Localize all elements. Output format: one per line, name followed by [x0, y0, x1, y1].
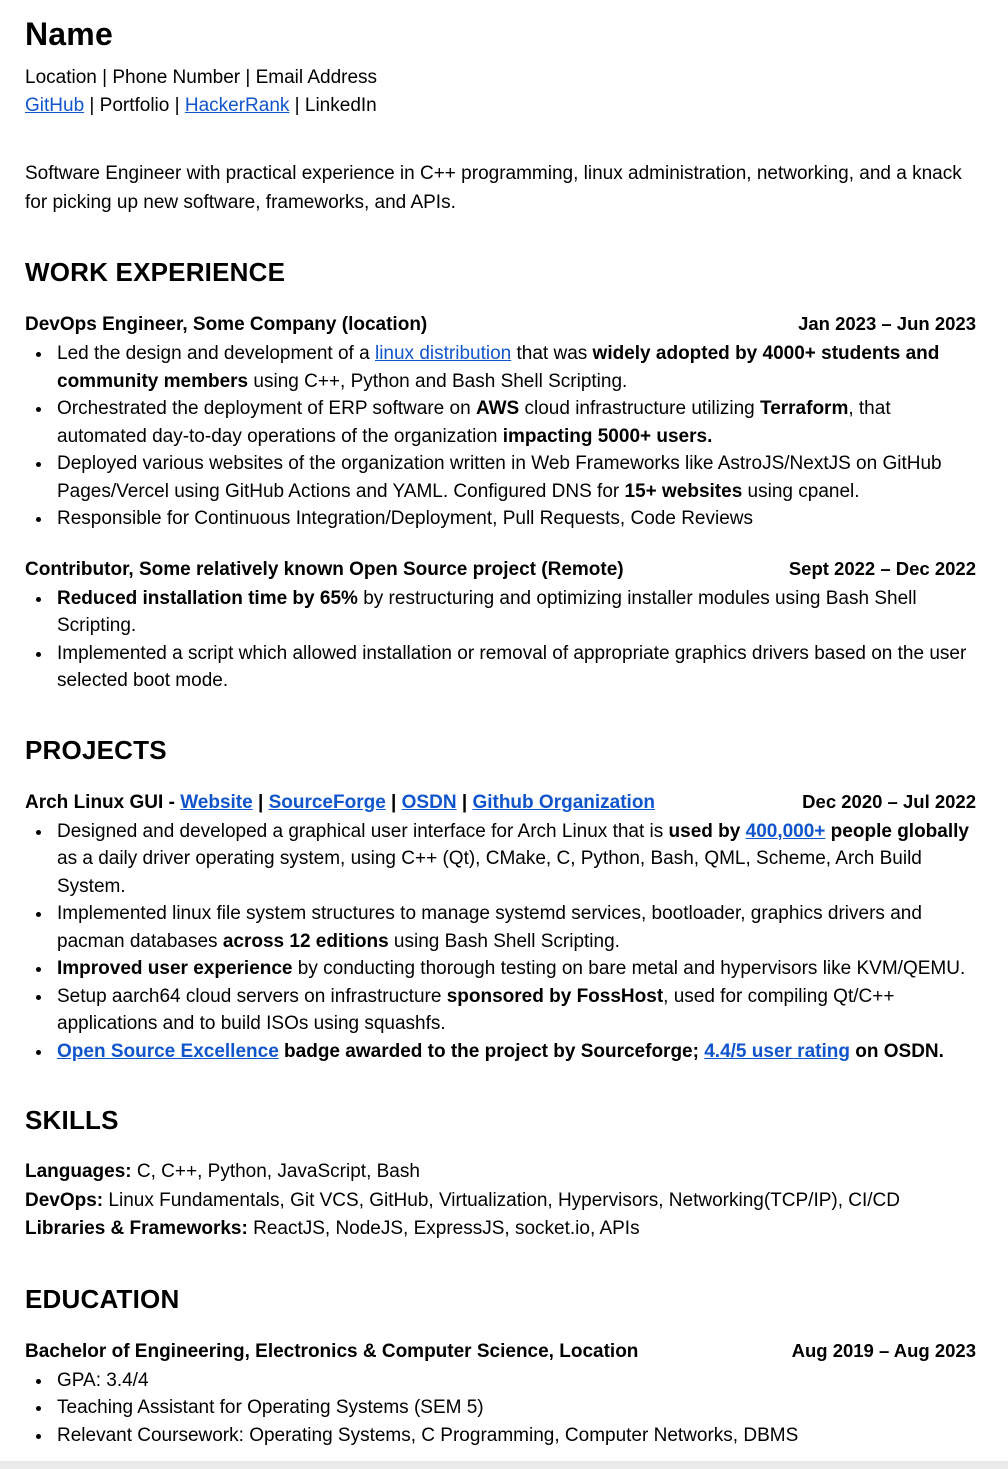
- text-run: Location | Phone Number | Email Address: [25, 67, 378, 88]
- text-run: Deployed various websites of the organization written in Web Frameworks like AstroJS/NextJS on GitHub Pages/Vercel using GitHub Actions and YAML. Configured DNS for: [57, 453, 942, 502]
- entry-title: [25, 314, 782, 336]
- text-run: C, C++, Python, JavaScript, Bash: [131, 1161, 420, 1182]
- text-run: Designed and developed a graphical user interface for Arch Linux that is: [57, 820, 669, 842]
- bullet-item: [53, 640, 976, 695]
- text-run: |: [84, 95, 100, 116]
- profile-links-line: [25, 92, 976, 120]
- page-edge: [0, 1461, 1008, 1469]
- text-run: cloud infrastructure utilizing: [519, 398, 760, 419]
- text-run: across 12 editions: [222, 930, 389, 952]
- entry-header: [25, 313, 976, 336]
- bullet-item: [53, 450, 976, 505]
- text-run: ReactJS, NodeJS, ExpressJS, socket.io, APIs: [247, 1218, 640, 1239]
- text-run: Reduced installation time by 65%: [57, 587, 358, 609]
- resume-sections: [25, 257, 976, 1449]
- bullet-item: [53, 395, 976, 450]
- entry-date-range: Jan 2023 – Jun 2023: [798, 313, 976, 334]
- text-run: |: [252, 791, 269, 813]
- text-run: people globally: [825, 820, 969, 842]
- text-link[interactable]: 4.4/5 user rating: [704, 1040, 850, 1062]
- bullet-item: [53, 1038, 976, 1066]
- text-run: Teaching Assistant for Operating Systems (SEM 5): [57, 1397, 484, 1418]
- text-run: widely adopted by 4000+ students and community members: [57, 343, 940, 392]
- entry-header: [25, 791, 976, 814]
- text-run: badge awarded to the project by Sourceforge;: [278, 1040, 705, 1062]
- text-run: Responsible for Continuous Integration/Deployment, Pull Requests, Code Reviews: [57, 508, 753, 529]
- text-run: using C++, Python and Bash Shell Scripting.: [248, 370, 628, 392]
- text-run: |: [385, 791, 402, 813]
- text-run: , used for compiling Qt/C++ applications and to build ISOs using squashfs.: [57, 985, 895, 1034]
- text-run: by conducting thorough testing on bare metal and hypervisors like KVM/QEMU.: [292, 958, 966, 979]
- bullet-item: [53, 1394, 976, 1422]
- bullet-item: [53, 505, 976, 533]
- text-run: by restructuring and optimizing installer modules using Bash Shell Scripting.: [57, 587, 917, 636]
- skill-line: [25, 1187, 976, 1216]
- text-run: sponsored by FossHost: [446, 985, 664, 1007]
- entry-date-range: Sept 2022 – Dec 2022: [788, 557, 976, 579]
- skill-line: [25, 1215, 976, 1244]
- skill-lines: [25, 1158, 976, 1244]
- text-run: using Bash Shell Scripting.: [388, 930, 620, 952]
- text-run: 15+ websites: [624, 480, 743, 502]
- text-run: Improved user experience: [57, 958, 293, 979]
- text-run: AWS: [475, 398, 520, 419]
- entry-title: [25, 1341, 776, 1363]
- text-link[interactable]: Website: [180, 791, 253, 813]
- text-run: Arch Linux GUI -: [25, 791, 181, 813]
- text-run: Libraries & Frameworks:: [25, 1218, 248, 1239]
- bullet-item: [53, 1367, 976, 1395]
- text-run: |: [169, 95, 185, 116]
- text-run: GPA: 3.4/4: [57, 1369, 149, 1391]
- bullet-item: [53, 585, 976, 640]
- bullet-list: [25, 1367, 976, 1450]
- text-run: on OSDN.: [849, 1040, 944, 1062]
- text-run: Contributor, Some relatively known Open Source project (Remote): [25, 558, 624, 580]
- text-run: |: [456, 791, 473, 813]
- section-heading-projects: PROJECTS: [25, 734, 167, 765]
- text-run: Implemented a script which allowed installation or removal of appropriate graphics drivers based on the user selected boot mode.: [57, 642, 967, 691]
- section-heading-work-experience: WORK EXPERIENCE: [25, 257, 286, 287]
- entry-title: [25, 792, 786, 814]
- text-run: DevOps:: [25, 1189, 104, 1211]
- resume-name: Name: [25, 16, 113, 52]
- text-run: Setup aarch64 cloud servers on infrastructure: [57, 985, 447, 1007]
- text-link[interactable]: OSDN: [401, 791, 457, 813]
- text-run: Linux Fundamentals, Git VCS, GitHub, Virtualization, Hypervisors, Networking(TCP/IP), CI/CD: [103, 1189, 900, 1211]
- text-run: Bachelor of Engineering, Electronics & Computer Science, Location: [25, 1340, 639, 1362]
- bullet-item: [53, 1422, 976, 1450]
- bullet-list: [25, 340, 976, 533]
- text-run: as a daily driver operating system, using C++ (Qt), CMake, C, Python, Bash, QML, Scheme, Arch Build System.: [57, 848, 922, 897]
- text-run: Implemented linux file system structures to manage systemd services, bootloader, graphics drivers and pacman databases: [57, 903, 922, 952]
- entry-date-range: Aug 2019 – Aug 2023: [791, 1339, 976, 1361]
- section-work-experience: [25, 257, 976, 695]
- bullet-list: [25, 818, 976, 1066]
- entry-header: [25, 558, 976, 581]
- bullet-item: [53, 955, 976, 983]
- text-link[interactable]: HackerRank: [184, 95, 290, 116]
- bullet-item: [53, 900, 976, 955]
- text-run: used by: [668, 820, 746, 842]
- text-link[interactable]: Open Source Excellence: [57, 1040, 279, 1062]
- text-link[interactable]: 400,000+: [745, 820, 826, 842]
- text-run: Relevant Coursework: Operating Systems, C Programming, Computer Networks, DBMS: [57, 1424, 799, 1446]
- section-heading-education: EDUCATION: [25, 1283, 180, 1314]
- section-education: [25, 1284, 976, 1450]
- text-run: Orchestrated the deployment of ERP software on: [57, 398, 476, 419]
- entry-date-range: Dec 2020 – Jul 2022: [802, 790, 976, 812]
- text-link[interactable]: Github Organization: [472, 791, 656, 813]
- text-run: impacting 5000+ users.: [502, 425, 713, 447]
- text-link[interactable]: linux distribution: [374, 343, 512, 364]
- text-run: LinkedIn: [304, 95, 377, 116]
- text-run: Languages:: [25, 1161, 132, 1182]
- summary-paragraph: Software Engineer with practical experience in C++ programming, linux administration, networking, and a knack for picking up new software, frameworks, and APIs.: [25, 163, 962, 213]
- bullet-list: [25, 585, 976, 695]
- section-projects: [25, 735, 976, 1066]
- text-link[interactable]: SourceForge: [268, 791, 386, 813]
- contact-line: [25, 64, 976, 92]
- bullet-item: [53, 983, 976, 1038]
- text-run: Led the design and development of a: [57, 343, 375, 364]
- entry-title: [25, 559, 773, 581]
- text-run: DevOps Engineer, Some Company (location): [25, 314, 428, 335]
- bullet-item: [53, 340, 976, 395]
- text-run: Portfolio: [99, 95, 170, 116]
- text-run: Terraform: [760, 398, 849, 419]
- bullet-item: [53, 818, 976, 901]
- text-run: using cpanel.: [742, 480, 860, 502]
- text-link[interactable]: GitHub: [25, 95, 85, 116]
- text-run: that was: [511, 343, 593, 364]
- section-heading-skills: SKILLS: [25, 1105, 119, 1135]
- skill-line: [25, 1158, 976, 1187]
- entry-header: [25, 1340, 976, 1363]
- text-run: |: [289, 95, 305, 116]
- section-skills: [25, 1105, 976, 1244]
- text-run: , that automated day-to-day operations of the organization: [57, 398, 891, 447]
